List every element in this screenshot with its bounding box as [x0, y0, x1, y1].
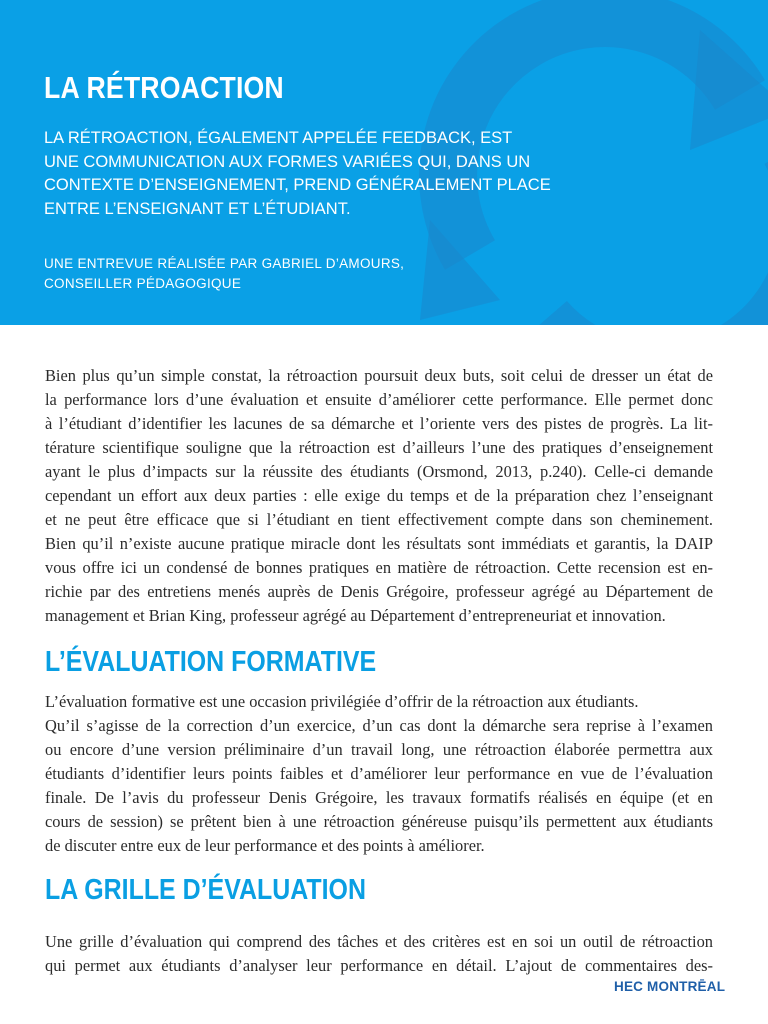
body-line: à l’étudiant d’identifier les lacunes de sa démarche et l’oriente vers des pistes de progrès. La lit- — [45, 414, 713, 433]
body-line: richie par des entretiens menés auprès de Denis Grégoire, professeur agrégé au Département de — [45, 582, 713, 601]
body-line: étudiants d’identifier leurs points faibles et d’améliorer leur performance en vue de l’évaluation — [45, 764, 713, 783]
header-banner — [0, 0, 768, 325]
body-line: qui permet aux étudiants d’analyser leur performance en détail. L’ajout de commentaires des- — [45, 956, 713, 975]
intro-line: LA RÉTROACTION, ÉGALEMENT APPELÉE FEEDBACK, EST — [44, 129, 513, 147]
section-heading: L’ÉVALUATION FORMATIVE — [45, 646, 377, 678]
body-line: et ne peut être efficace que si l’étudiant en tient effectivement compte dans son cheminement. — [45, 510, 713, 529]
body-line: Qu’il s’agisse de la correction d’un exercice, d’un cas dont la démarche sera reprise à l’examen — [45, 716, 713, 735]
intro-line: ENTRE L’ENSEIGNANT ET L’ÉTUDIANT. — [44, 199, 351, 218]
body-line: finale. De l’avis du professeur Denis Grégoire, les travaux formatifs réalisés en équipe (et en — [45, 788, 713, 807]
body-line: ou encore d’une version préliminaire d’un travail long, une rétroaction élaborée permettra aux — [45, 740, 713, 759]
body-line: la performance lors d’une évaluation et ensuite d’améliorer cette performance. Elle permet donc — [45, 390, 713, 409]
section-heading: LA GRILLE D’ÉVALUATION — [45, 874, 366, 906]
body-line: de discuter entre eux de leur performance et des points à améliorer. — [45, 836, 485, 855]
intro-line: UNE COMMUNICATION AUX FORMES VARIÉES QUI, DANS UN — [44, 152, 531, 171]
body-line: Une grille d’évaluation qui comprend des tâches et des critères est en soi un outil de rétroaction — [45, 932, 713, 951]
intro-line: CONTEXTE D’ENSEIGNEMENT, PREND GÉNÉRALEMENT PLACE — [44, 176, 551, 194]
body-line: ayant le plus d’impacts sur la réussite des étudiants (Orsmond, 2013, p.240). Celle-ci demande — [45, 462, 713, 481]
body-line: L’évaluation formative est une occasion privilégiée d’offrir de la rétroaction aux étudiants. — [45, 692, 639, 711]
body-line: Bien plus qu’un simple constat, la rétroaction poursuit deux buts, soit celui de dresser un état de — [45, 366, 713, 385]
page-title: LA RÉTROACTION — [44, 70, 284, 105]
body-line: térature scientifique souligne que la rétroaction est d’ailleurs l’une des pratiques d’enseignement — [45, 438, 713, 457]
intro-summary — [44, 127, 551, 221]
byline-line: CONSEILLER PÉDAGOGIQUE — [44, 276, 242, 291]
body-line: cependant un effort aux deux parties : elle exige du temps et de la préparation chez l’enseignant — [45, 486, 713, 505]
byline — [44, 254, 404, 294]
byline-line: UNE ENTREVUE RÉALISÉE PAR GABRIEL D’AMOURS, — [44, 256, 405, 271]
body-line: Bien qu’il n’existe aucune pratique miracle dont les résultats sont immédiats et garantis, la DAIP — [45, 534, 713, 553]
body-line: cours de session) se prêtent bien à une rétroaction généreuse puisqu’ils permettent aux étudiants — [45, 812, 713, 831]
body-line: management et Brian King, professeur agrégé au Département d’entrepreneuriat et innovation. — [45, 606, 666, 625]
hec-montreal-logo: HEC MONTRĒAL — [614, 979, 726, 994]
body-line: vous offre ici un condensé de bonnes pratiques en matière de rétroaction. Cette recension est en- — [45, 558, 713, 577]
